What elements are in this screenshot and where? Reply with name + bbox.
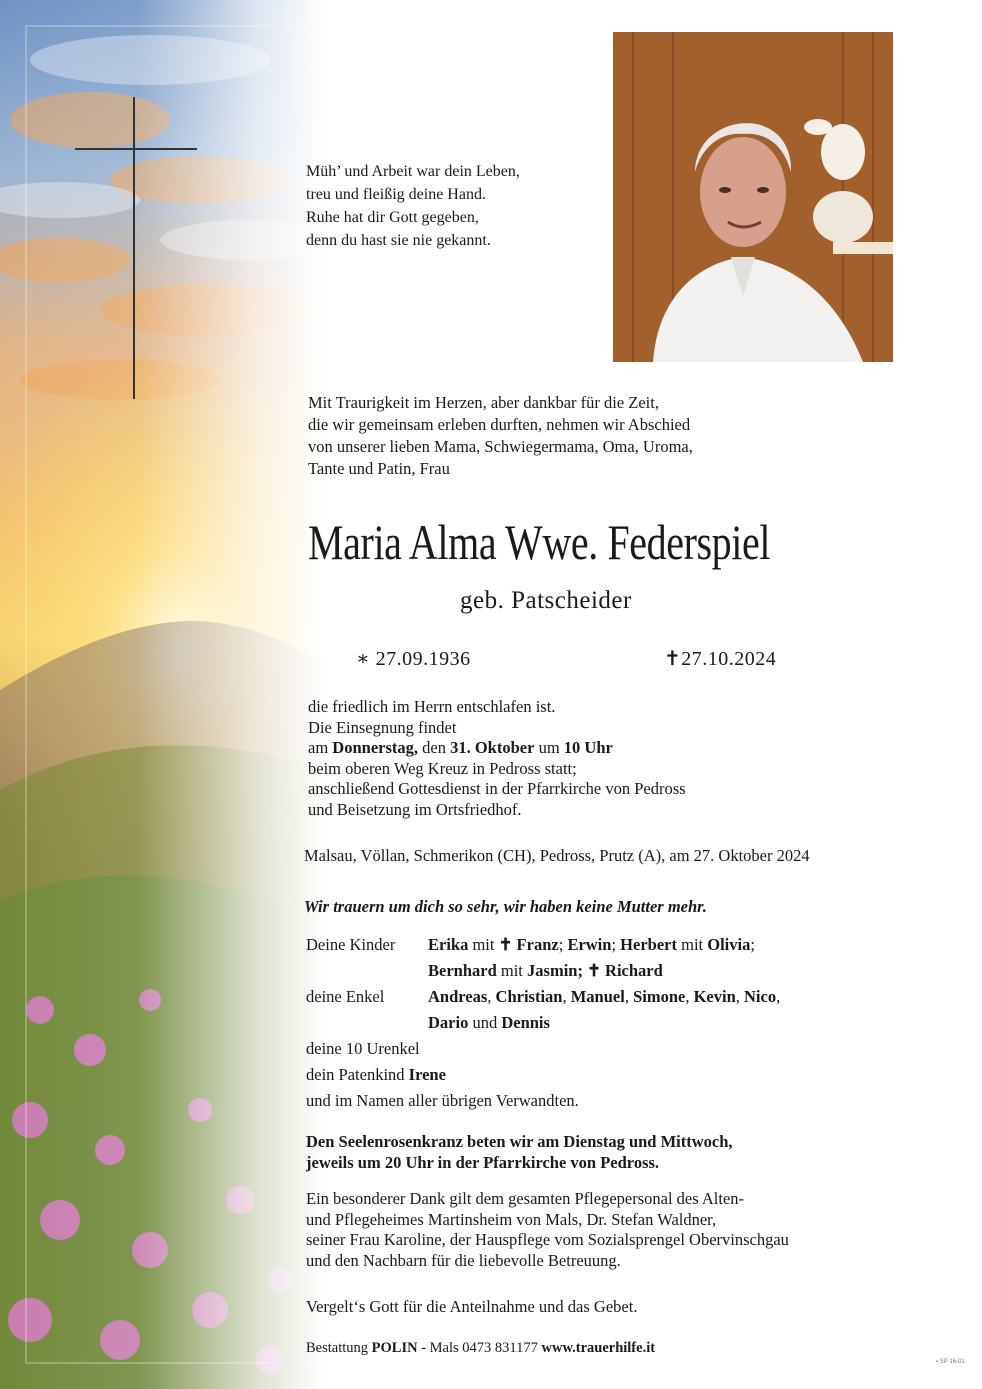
text: Bestattung [306, 1340, 372, 1356]
birth-date: ∗ 27.09.1936 [356, 648, 471, 670]
grandchild-name: Dennis [501, 1013, 550, 1032]
grandchild-name: Kevin [693, 987, 736, 1006]
godchild [306, 1064, 446, 1086]
text: mit [496, 961, 528, 980]
intro-line: die wir gemeinsam erleben durften, nehmen wir Abschied [308, 415, 691, 434]
grandchildren-line-1 [428, 986, 780, 1008]
grandchild-name: Nico [744, 987, 777, 1006]
grandchild-name: Andreas [428, 987, 488, 1006]
poem-line: Müh’ und Arbeit war dein Leben, [306, 163, 520, 180]
print-code: ▪ SP 16-01 [936, 1359, 965, 1365]
website-link[interactable]: www.trauerhilfe.it [541, 1340, 656, 1356]
poem-line: treu und fleißig deine Hand. [306, 186, 486, 203]
text: den [418, 738, 451, 757]
intro-line: Tante und Patin, Frau [308, 459, 450, 478]
text: , [487, 987, 496, 1006]
funeral-date: 31. Oktober [450, 738, 535, 757]
children-line-2 [428, 960, 663, 982]
text: und [468, 1013, 502, 1032]
funeral-announcement [308, 697, 868, 820]
text: , [562, 987, 571, 1006]
spouse-name: Jasmin; [527, 961, 583, 980]
text: ; [558, 935, 568, 954]
poem-line: Ruhe hat dir Gott gegeben, [306, 209, 479, 226]
announce-line: anschließend Gottesdienst in der Pfarrkirche von Pedross [308, 779, 686, 798]
text: , [685, 987, 694, 1006]
announce-line: die friedlich im Herrn entschlafen ist. [308, 697, 556, 716]
portrait-photo [613, 32, 893, 362]
relatives: und im Namen aller übrigen Verwandten. [306, 1091, 579, 1110]
closing-line: Vergelt‘s Gott für die Anteilnahme und das Gebet. [306, 1297, 638, 1316]
poem-line: denn du hast sie nie gekannt. [306, 232, 491, 249]
rosary-line: Den Seelenrosenkranz beten wir am Dienstag und Mittwoch, [306, 1132, 733, 1151]
grandchildren-label: deine Enkel [306, 987, 385, 1006]
funeral-company: POLIN [371, 1340, 418, 1356]
spouse-name: ✝ Franz [498, 935, 559, 954]
announce-line: und Beisetzung im Ortsfriedhof. [308, 799, 522, 819]
child-name: Erika [428, 935, 469, 954]
godchild-name: Irene [408, 1065, 446, 1084]
grandchild-name: Christian [495, 987, 563, 1006]
text: dein Patenkind [306, 1065, 409, 1084]
text: ; [611, 935, 621, 954]
text: , [735, 987, 745, 1006]
text: mit [676, 935, 708, 954]
text: am [308, 738, 333, 757]
announce-line: Die Einsegnung findet [308, 717, 457, 737]
poem [306, 160, 606, 252]
thanks-text [306, 1189, 906, 1271]
grandchild-name: Simone [633, 987, 686, 1006]
text: mit [468, 935, 499, 954]
deceased-name: Maria Alma Wwe. Federspiel [308, 514, 771, 570]
death-date: ✝27.10.2024 [664, 648, 777, 670]
text: ; [750, 935, 755, 954]
grandchildren-line-2 [428, 1012, 550, 1034]
announce-line [308, 738, 868, 759]
children-label: Deine Kinder [306, 935, 396, 954]
thanks-line: seiner Frau Karoline, der Hauspflege vom Sozialsprengel Obervinschgau [306, 1230, 789, 1249]
intro-line: von unserer lieben Mama, Schwiegermama, Oma, Uroma, [308, 437, 693, 456]
text: , [776, 987, 781, 1006]
spouse-name: Olivia [707, 935, 751, 954]
thanks-line: Ein besonderer Dank gilt dem gesamten Pflegepersonal des Alten- [306, 1189, 745, 1208]
child-name: ✝ Richard [587, 961, 663, 980]
place-and-date: Malsau, Völlan, Schmerikon (CH), Pedross, Prutz (A), am 27. Oktober 2024 [304, 846, 810, 865]
funeral-time: 10 Uhr [563, 738, 613, 757]
intro-line: Mit Traurigkeit im Herzen, aber dankbar für die Zeit, [308, 393, 659, 412]
grandchild-name: Dario [428, 1013, 469, 1032]
rosary-notice [306, 1131, 866, 1173]
birth-name: geb. Patscheider [460, 587, 632, 614]
funeral-day: Donnerstag, [332, 738, 419, 757]
grandchild-name: Manuel [570, 987, 625, 1006]
text: , [624, 987, 634, 1006]
child-name: Bernhard [428, 961, 497, 980]
children-line-1 [428, 934, 755, 956]
thanks-line: und Pflegeheimes Martinsheim von Mals, Dr. Stefan Waldner, [306, 1209, 717, 1229]
rosary-line: jeweils um 20 Uhr in der Pfarrkirche von Pedross. [306, 1153, 660, 1172]
child-name: Herbert [620, 935, 677, 954]
great-grandchildren: deine 10 Urenkel [306, 1039, 420, 1058]
text: um [534, 738, 564, 757]
child-name: Erwin [567, 935, 612, 954]
phone: - Mals 0473 831177 [417, 1340, 542, 1356]
cross-icon [133, 97, 135, 399]
intro-text [308, 392, 868, 480]
mourning-motto: Wir trauern um dich so sehr, wir haben keine Mutter mehr. [304, 897, 707, 916]
thanks-line: und den Nachbarn für die liebevolle Betreuung. [306, 1250, 621, 1270]
footer [306, 1338, 655, 1358]
cross-icon-crossbar [75, 148, 197, 150]
announce-line: beim oberen Weg Kreuz in Pedross statt; [308, 758, 577, 778]
